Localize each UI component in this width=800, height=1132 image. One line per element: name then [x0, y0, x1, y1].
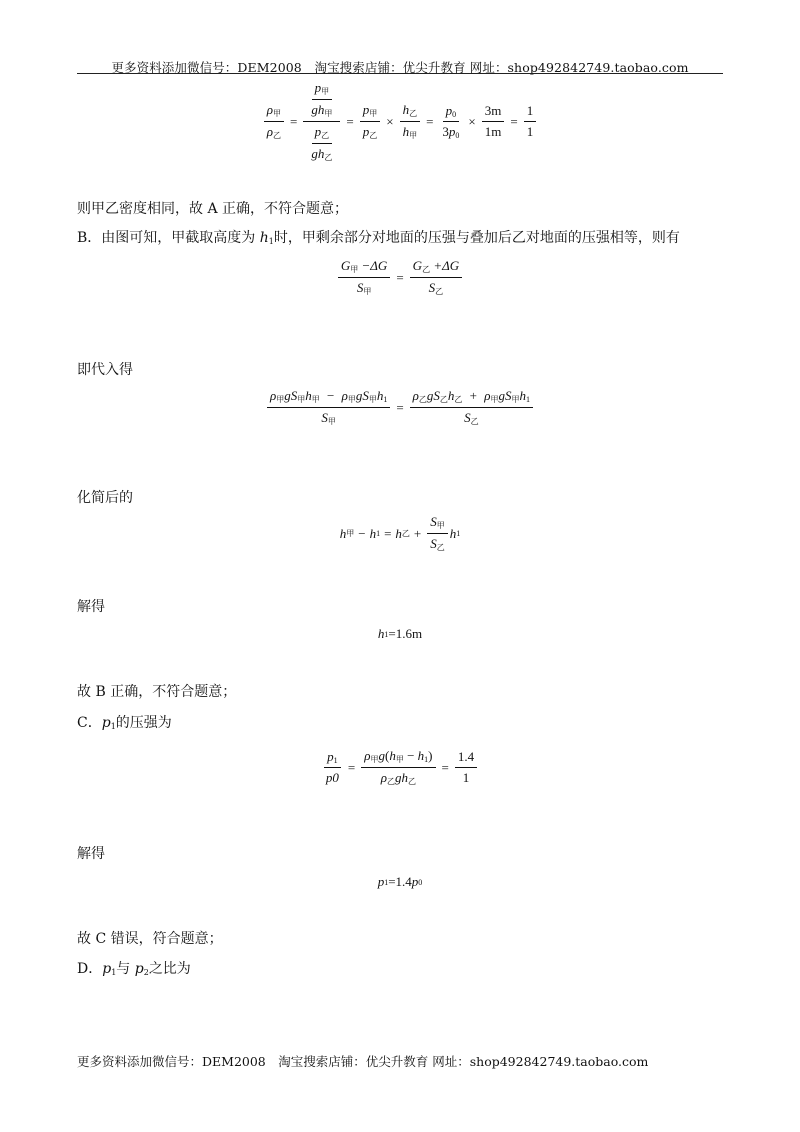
paragraph-b-conclusion: 故 B 正确，不符合题意；: [77, 684, 237, 700]
fraction-compound: $p_甲$ $gh_甲$ $p_乙$ $gh_乙$: [303, 80, 340, 163]
header-rule: [77, 73, 723, 74]
paragraph-b-intro: B．由图可知，甲截取高度为 $h_1$时，甲剩余部分对地面的压强与叠加后乙对地面的压强相等，则有: [77, 230, 680, 246]
paragraph-substitute: 即代入得: [77, 362, 133, 378]
page-footer: 更多资料添加微信号：DEM2008 淘宝搜索店铺：优尖升教育 网址：shop492842749.taobao.com: [77, 1054, 649, 1069]
paragraph-a-conclusion: 则甲乙密度相同，故 A 正确，不符合题意；: [77, 201, 349, 217]
equation-substituted: $\rho_甲gS_甲h_甲 - \rho_甲gS_甲h_1$ $S_甲$ = $\rho_乙gS_乙h_乙 + \rho_甲gS_甲h_1$ $S_乙$: [0, 388, 800, 427]
page-header: 更多资料添加微信号：DEM2008 淘宝搜索店铺：优尖升教育 网址：shop492842749.taobao.com: [111, 60, 689, 75]
result-h1: h 1 =1.6m: [377, 626, 423, 641]
paragraph-simplify: 化简后的: [77, 490, 133, 506]
equation-simplified: h 甲 − h 1 = h 乙 + $S_甲$ $S_乙$ h 1: [339, 514, 461, 552]
paragraph-solve-2: 解得: [77, 846, 105, 862]
equation-density-ratio: $\rho_甲$ $\rho_乙$ = $p_甲$ $gh_甲$ $p_乙$ $gh_乙$ = $p_甲$ $p_乙$ × $h_乙$ $h_甲$ = $\frac{p_0}{3p_0}$ × $\frac{3m}{1m}$ = $\frac{1}{1}$: [0, 80, 800, 163]
equation-pressure-balance: $G_甲 -\Delta G$ $S_甲$ = $G_乙 +\Delta G$ $S_乙$: [0, 258, 800, 297]
equation-p1-ratio: $\frac{p_1}{p0}$ = $\rho_甲g(h_甲 - h_1)$ $\rho_乙gh_乙$ = $\frac{1.4}{1}$: [0, 748, 800, 787]
paragraph-solve-1: 解得: [77, 599, 105, 615]
fraction-rho-ratio: $\rho_甲$ $\rho_乙$: [264, 102, 284, 141]
paragraph-c-intro: C．$p_1$的压强为: [77, 715, 172, 731]
result-p1: p 1 =1.4 p 0: [377, 874, 423, 889]
paragraph-d-intro: D．$p_1$与 $p_2$之比为: [77, 961, 191, 977]
paragraph-c-conclusion: 故 C 错误，符合题意；: [77, 931, 223, 947]
